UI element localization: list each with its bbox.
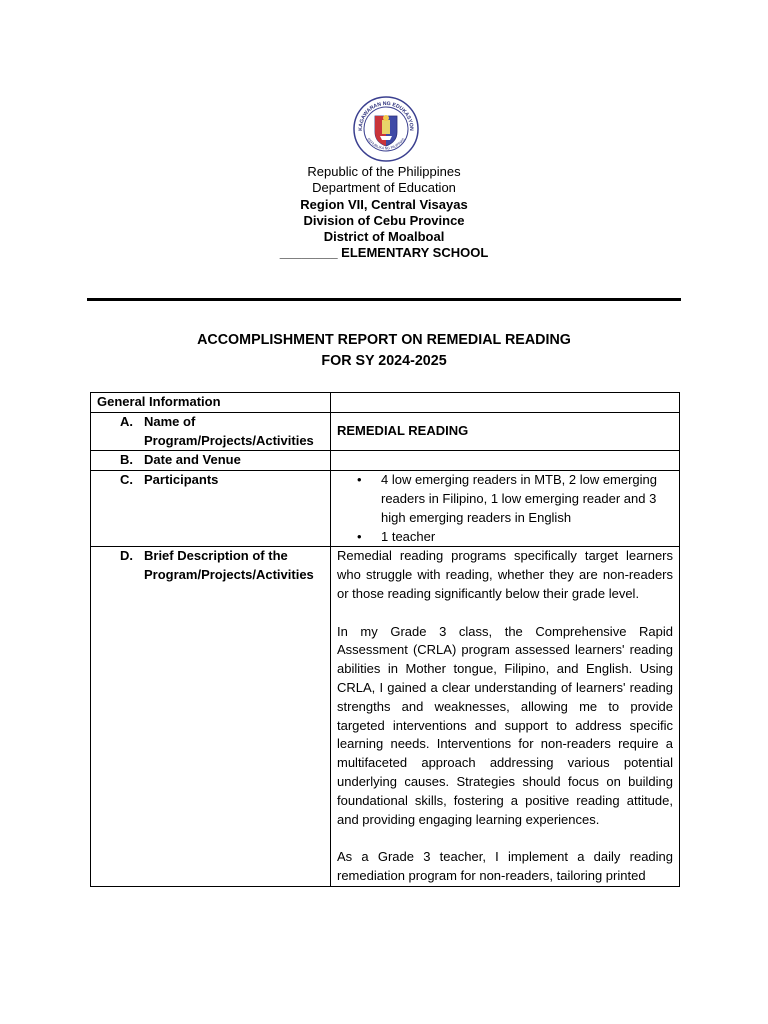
- description-paragraph: Remedial reading programs specifically target learners who struggle with reading, whether they are non-readers or those reading significantly below their grade level.: [337, 548, 673, 601]
- program-name-value: REMEDIAL READING: [331, 412, 680, 451]
- row-label: [91, 547, 331, 886]
- row-letter: A.: [120, 413, 133, 429]
- list-item: [337, 471, 673, 527]
- letterhead-department: Department of Education: [312, 180, 456, 196]
- letterhead-region: Region VII, Central Visayas: [300, 196, 468, 212]
- table-row: [91, 393, 680, 413]
- general-information-value: [331, 393, 680, 413]
- bullet-icon: •: [357, 528, 362, 544]
- report-title-line2: FOR SY 2024-2025: [321, 352, 447, 369]
- header-divider: [87, 298, 681, 301]
- row-label-text: Participants: [144, 472, 219, 488]
- deped-seal-logo: [353, 96, 419, 162]
- table-row: [91, 412, 680, 451]
- report-title-line1: ACCOMPLISHMENT REPORT ON REMEDIAL READING: [197, 332, 571, 348]
- row-label: [91, 471, 331, 547]
- row-letter: C.: [120, 472, 133, 488]
- description-paragraph: As a Grade 3 teacher, I implement a daily reading remediation program for non-readers, tailoring printed: [337, 849, 673, 883]
- list-item: [337, 528, 673, 547]
- letterhead-division: Division of Cebu Province: [303, 212, 465, 228]
- participants-value: [331, 471, 680, 547]
- table-row: [91, 451, 680, 471]
- general-information-heading: General Information: [91, 393, 331, 413]
- table-row: [91, 547, 680, 886]
- table-row: [91, 471, 680, 547]
- general-information-table: [90, 392, 680, 887]
- participant-text: 4 low emerging readers in MTB, 2 low emerging readers in Filipino, 1 low emerging reader and 3 high emerging readers in English: [381, 472, 658, 525]
- letterhead-district: District of Moalboal: [323, 229, 445, 245]
- report-title: [0, 330, 768, 371]
- participant-text: 1 teacher: [381, 528, 436, 544]
- row-letter: B.: [120, 452, 133, 468]
- letterhead-republic: Republic of the Philippines: [307, 164, 461, 179]
- row-label-text: Date and Venue: [144, 452, 241, 468]
- description-value: [331, 547, 680, 886]
- seal-text-top: KAGAWARAN NG EDUKASYON: [357, 100, 415, 131]
- bullet-icon: •: [357, 472, 362, 488]
- row-label: [91, 451, 331, 471]
- date-venue-value: [331, 451, 680, 471]
- letterhead: [0, 164, 768, 262]
- description-paragraph: In my Grade 3 class, the Comprehensive Rapid Assessment (CRLA) program assessed learners' reading abilities in Mother tongue, Filipino, and English. Using CRLA, I gained a clear understanding of learners' reading strengths and weaknesses, allowing me to provide targeted interventions and support to address specific learning needs. Interventions for non-readers require a multifaceted approach addressing various potential underlying causes. Strategies should focus on building foundational skills, fostering a positive reading attitude, and providing engaging learning experiences.: [337, 623, 673, 827]
- participants-list: [337, 471, 673, 546]
- row-label-text: Name of Program/Projects/Activities: [144, 413, 314, 448]
- row-letter: D.: [120, 548, 133, 564]
- seal-text-bottom: REPUBLIKA NG PILIPINAS: [366, 137, 406, 151]
- row-label-text: Brief Description of the Program/Projects/Activities: [144, 548, 314, 583]
- letterhead-school: ________ ELEMENTARY SCHOOL: [279, 245, 489, 261]
- row-label: [91, 412, 331, 451]
